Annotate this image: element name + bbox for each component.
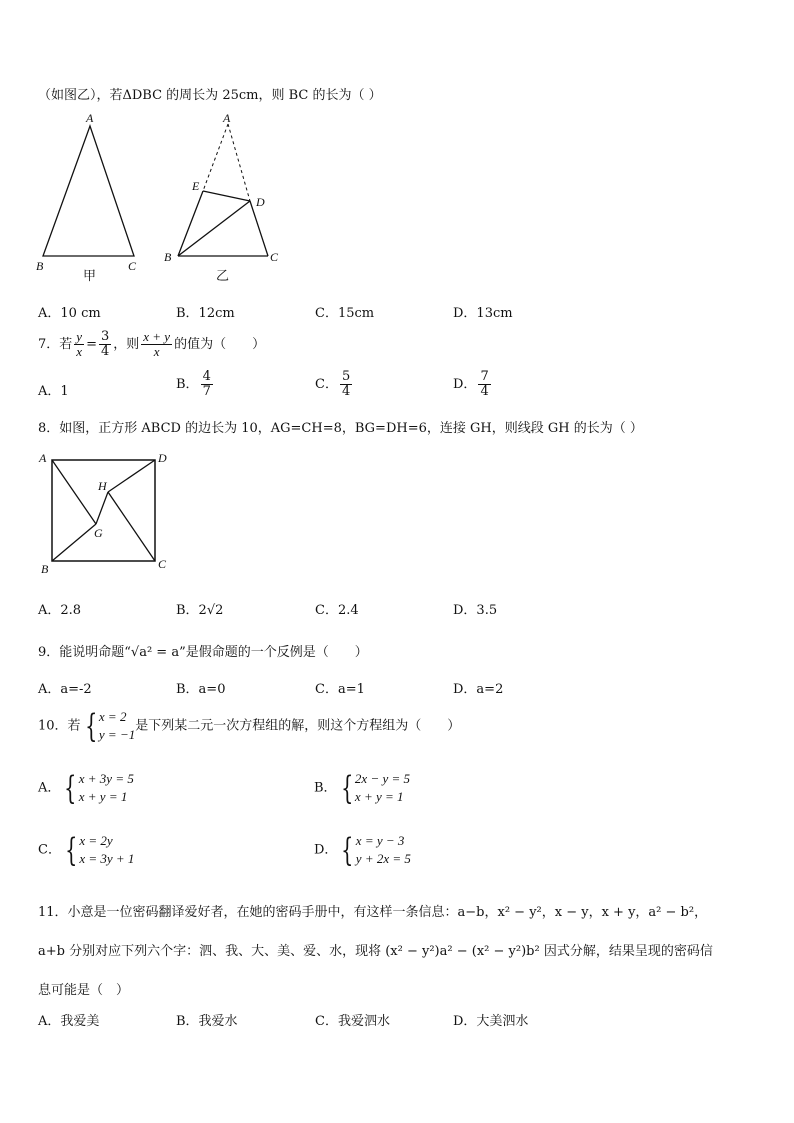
- label-yi-C: C: [270, 250, 279, 264]
- q10-option-c: C． { x = 2y x = 3y + 1: [38, 831, 135, 869]
- q7-frac-yx: $\frac{y}{x}$: [76, 329, 83, 359]
- q10-option-b: B． { 2x − y = 5 x + y = 1: [314, 769, 411, 807]
- q9-stem: 9．能说明命题“√a² = a”是假命题的一个反例是（ ）: [38, 645, 368, 660]
- q7-option-b: B． $\frac{4}{7}$: [176, 369, 211, 399]
- q10-prefix: 10．若: [38, 718, 81, 734]
- q10-option-d: D． { x = y − 3 y + 2x = 5: [314, 831, 411, 869]
- q6-option-a: A．10 cm: [38, 306, 101, 321]
- label-jia-A: A: [86, 111, 94, 125]
- q7-option-d: D． $\frac{7}{4}$: [453, 369, 489, 399]
- q7-prefix: 7．若: [38, 337, 73, 352]
- q9-option-d: D．a=2: [453, 682, 504, 697]
- figure-jia-caption: 甲: [83, 269, 97, 284]
- label-yi-A: A: [223, 111, 231, 125]
- q7-frac-34: $\frac{3}{4}$: [100, 329, 110, 359]
- label-yi-E: E: [192, 179, 200, 193]
- q9-option-b: B．a=0: [176, 682, 226, 697]
- label-jia-B: B: [36, 259, 44, 273]
- q8-stem: 8．如图，正方形 ABCD 的边长为 10，AG=CH=8，BG=DH=6，连接 GH，则线段 GH 的长为（ ）: [38, 421, 643, 436]
- q8-option-d: D．3.5: [453, 603, 498, 618]
- label-sq-C: C: [158, 557, 167, 571]
- q7-stem: 7．若 $\frac{y}{x}$ = $\frac{3}{4}$ ，则 $\frac{x + y}{x}$ 的值为（ ）: [38, 329, 266, 359]
- left-brace-icon: {: [84, 707, 97, 745]
- q6-figures: [30, 108, 330, 288]
- q9-option-a: A．a=-2: [38, 682, 92, 697]
- left-brace-icon: {: [65, 831, 78, 869]
- q11-option-d: D．大美泗水: [453, 1014, 529, 1029]
- q6-option-b: B．12cm: [176, 306, 235, 321]
- q11-line2: a+b 分别对应下列六个字：泗、我、大、美、爱、水，现将 (x² − y²)a² − (x² − y²)b² 因式分解，结果呈现的密码信: [38, 944, 713, 959]
- q11-line1: 11．小意是一位密码翻译爱好者，在她的密码手册中，有这样一条信息：a−b，x² − y²，x − y，x + y，a² − b²，: [38, 905, 708, 920]
- left-brace-icon: {: [341, 831, 354, 869]
- q11-option-b: B．我爱水: [176, 1014, 238, 1029]
- q7-option-c: C． $\frac{5}{4}$: [315, 369, 351, 399]
- q8-option-b: B．2√2: [176, 603, 224, 618]
- q8-option-c: C．2.4: [315, 603, 359, 618]
- triangle-jia: [43, 126, 134, 256]
- label-sq-B: B: [41, 562, 49, 576]
- q10-suffix: 是下列某二元一次方程组的解，则这个方程组为（ ）: [135, 718, 461, 734]
- q8-figure: [36, 448, 186, 588]
- left-brace-icon: {: [64, 769, 77, 807]
- q8-option-a: A．2.8: [38, 603, 82, 618]
- q6-stem: （如图乙），若ΔDBC 的周长为 25cm，则 BC 的长为（ ）: [38, 88, 382, 103]
- label-sq-A: A: [39, 451, 47, 465]
- label-sq-G: G: [94, 526, 103, 540]
- q11-line3: 息可能是（ ）: [38, 983, 130, 998]
- q10-stem: [38, 708, 460, 744]
- label-yi-D: D: [256, 195, 265, 209]
- figure-yi-caption: 乙: [216, 269, 230, 284]
- q9-option-c: C．a=1: [315, 682, 365, 697]
- q6-option-d: D．13cm: [453, 306, 513, 321]
- q11-option-c: C．我爱泗水: [315, 1014, 390, 1029]
- q10-condition: x = 2 y = −1: [98, 709, 136, 742]
- label-yi-B: B: [164, 250, 172, 264]
- q6-option-c: C．15cm: [315, 306, 375, 321]
- q11-option-a: A．我爱美: [38, 1014, 100, 1029]
- q7-option-a: A．1: [38, 384, 69, 399]
- left-brace-icon: {: [340, 769, 353, 807]
- q7-frac-xyx: $\frac{x + y}{x}$: [143, 329, 171, 359]
- label-sq-D: D: [158, 451, 167, 465]
- label-sq-H: H: [98, 479, 107, 493]
- q10-option-a: A． { x + 3y = 5 x + y = 1: [38, 769, 134, 807]
- label-jia-C: C: [128, 259, 137, 273]
